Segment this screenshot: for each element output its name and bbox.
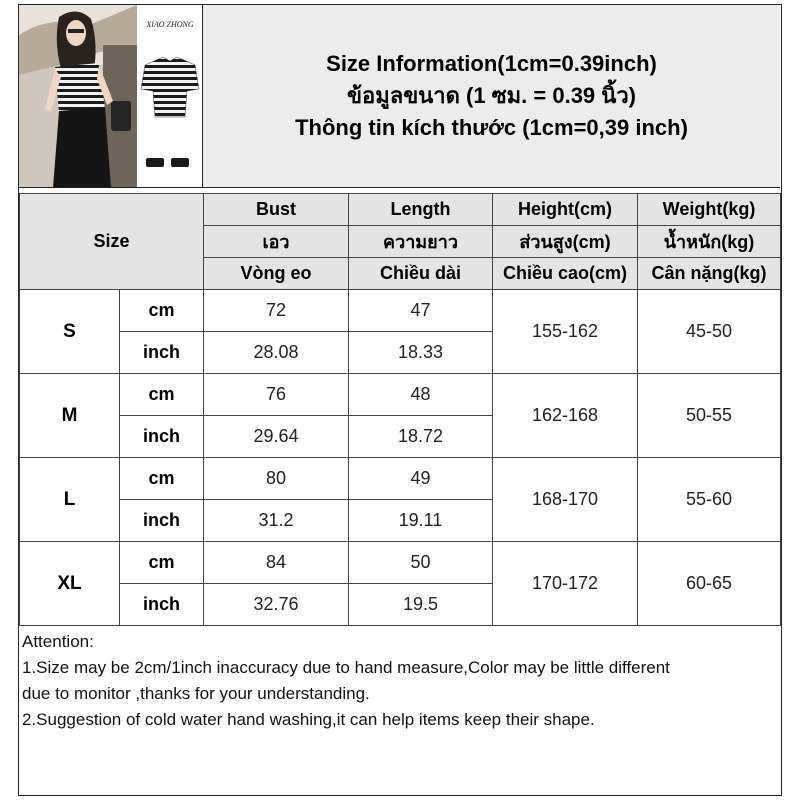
weight-value: 45-50 xyxy=(638,290,781,374)
size-label: XL xyxy=(20,542,120,626)
size-information-title xyxy=(203,5,780,188)
unit-label: inch xyxy=(120,416,204,458)
product-photo xyxy=(19,5,203,188)
bust-value: 28.08 xyxy=(204,332,349,374)
column-header-bust-th: เอว xyxy=(204,226,349,258)
column-header-height-en: Height(cm) xyxy=(493,194,638,226)
length-value: 19.5 xyxy=(349,584,493,626)
unit-label: inch xyxy=(120,332,204,374)
column-header-weight-en: Weight(kg) xyxy=(638,194,781,226)
weight-value: 55-60 xyxy=(638,458,781,542)
unit-label: inch xyxy=(120,584,204,626)
length-value: 18.33 xyxy=(349,332,493,374)
bust-value: 29.64 xyxy=(204,416,349,458)
attention-notes xyxy=(19,629,780,733)
brand-tag: XIAO ZHONG xyxy=(146,20,194,29)
length-value: 48 xyxy=(349,374,493,416)
column-header-bust-en: Bust xyxy=(204,194,349,226)
column-header-height-vi: Chiều cao(cm) xyxy=(493,258,638,290)
bust-value: 72 xyxy=(204,290,349,332)
height-value: 170-172 xyxy=(493,542,638,626)
title-thai: ข้อมูลขนาด (1 ซม. = 0.39 นิ้ว) xyxy=(346,83,636,108)
column-header-length-vi: Chiều dài xyxy=(349,258,493,290)
unit-label: cm xyxy=(120,542,204,584)
length-value: 19.11 xyxy=(349,500,493,542)
table-row xyxy=(20,542,781,584)
attention-line: 2.Suggestion of cold water hand washing,it can help items keep their shape. xyxy=(22,710,595,729)
bust-value: 84 xyxy=(204,542,349,584)
column-header-weight-vi: Cân nặng(kg) xyxy=(638,258,781,290)
size-label: M xyxy=(20,374,120,458)
column-header-length-en: Length xyxy=(349,194,493,226)
column-header-height-th: ส่วนสูง(cm) xyxy=(493,226,638,258)
size-label: L xyxy=(20,458,120,542)
weight-value: 60-65 xyxy=(638,542,781,626)
column-header-bust-vi: Vòng eo xyxy=(204,258,349,290)
column-header-weight-th: น้ำหนัก(kg) xyxy=(638,226,781,258)
length-value: 18.72 xyxy=(349,416,493,458)
header-row-english xyxy=(20,194,781,226)
product-photo-illustration xyxy=(19,5,203,188)
bust-value: 80 xyxy=(204,458,349,500)
size-label: S xyxy=(20,290,120,374)
title-english: Size Information(1cm=0.39inch) xyxy=(326,51,657,76)
bust-value: 31.2 xyxy=(204,500,349,542)
bust-value: 32.76 xyxy=(204,584,349,626)
table-row xyxy=(20,374,781,416)
size-chart-sheet xyxy=(18,4,782,796)
length-value: 47 xyxy=(349,290,493,332)
attention-line: due to monitor ,thanks for your understanding. xyxy=(22,684,370,703)
attention-heading: Attention: xyxy=(22,632,94,651)
table-row xyxy=(20,290,781,332)
title-vietnamese: Thông tin kích thước (1cm=0,39 inch) xyxy=(295,115,688,140)
height-value: 155-162 xyxy=(493,290,638,374)
table-row xyxy=(20,458,781,500)
height-value: 168-170 xyxy=(493,458,638,542)
column-header-length-th: ความยาว xyxy=(349,226,493,258)
unit-label: inch xyxy=(120,500,204,542)
size-table xyxy=(19,193,781,626)
size-column-header: Size xyxy=(20,194,204,290)
unit-label: cm xyxy=(120,290,204,332)
attention-line: 1.Size may be 2cm/1inch inaccuracy due to hand measure,Color may be little different xyxy=(22,658,670,677)
unit-label: cm xyxy=(120,458,204,500)
height-value: 162-168 xyxy=(493,374,638,458)
length-value: 50 xyxy=(349,542,493,584)
weight-value: 50-55 xyxy=(638,374,781,458)
length-value: 49 xyxy=(349,458,493,500)
unit-label: cm xyxy=(120,374,204,416)
bust-value: 76 xyxy=(204,374,349,416)
